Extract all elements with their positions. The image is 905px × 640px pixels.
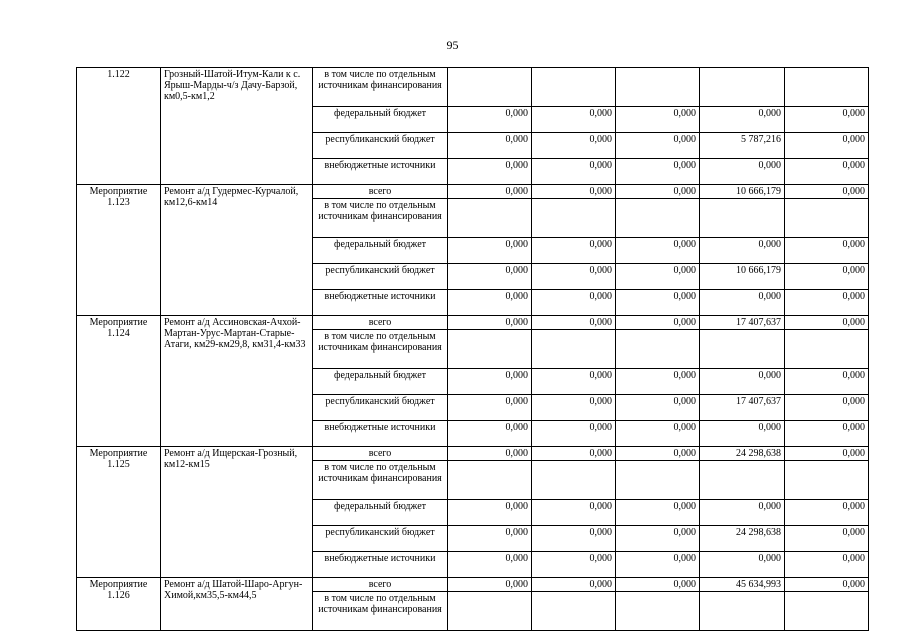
funding-source: всего: [313, 578, 448, 592]
amount-cell: [532, 330, 616, 369]
table-row: [77, 316, 869, 330]
amount-cell: 0,000: [616, 552, 700, 578]
amount-cell: [448, 592, 532, 631]
amount-cell: 0,000: [616, 578, 700, 592]
amount-cell: 17 407,637: [700, 316, 785, 330]
amount-cell: [532, 199, 616, 238]
amount-cell: 24 298,638: [700, 526, 785, 552]
amount-cell: 0,000: [785, 238, 869, 264]
funding-source: всего: [313, 447, 448, 461]
funding-source: всего: [313, 185, 448, 199]
amount-cell: 0,000: [785, 421, 869, 447]
amount-cell: 0,000: [448, 421, 532, 447]
amount-cell: 0,000: [448, 159, 532, 185]
funding-source: внебюджетные источники: [313, 290, 448, 316]
measure-name: Грозный-Шатой-Итум-Кали к с. Ярыш-Марды-ч/з Дачу-Барзой, км0,5-км1,2: [161, 68, 313, 185]
funding-source: в том числе по отдельным источникам финансирования: [313, 330, 448, 369]
amount-cell: 0,000: [616, 185, 700, 199]
table-row: [77, 185, 869, 199]
amount-cell: 0,000: [616, 447, 700, 461]
funding-source: федеральный бюджет: [313, 238, 448, 264]
amount-cell: [616, 330, 700, 369]
amount-cell: 0,000: [616, 421, 700, 447]
amount-cell: 0,000: [448, 578, 532, 592]
amount-cell: 0,000: [700, 290, 785, 316]
amount-cell: 0,000: [448, 526, 532, 552]
amount-cell: [532, 461, 616, 500]
funding-source: внебюджетные источники: [313, 552, 448, 578]
amount-cell: 0,000: [616, 238, 700, 264]
amount-cell: 0,000: [532, 159, 616, 185]
amount-cell: [700, 199, 785, 238]
amount-cell: 0,000: [532, 526, 616, 552]
amount-cell: 0,000: [785, 316, 869, 330]
amount-cell: [785, 199, 869, 238]
funding-source: внебюджетные источники: [313, 421, 448, 447]
amount-cell: 0,000: [532, 578, 616, 592]
amount-cell: 0,000: [616, 159, 700, 185]
funding-source: в том числе по отдельным источникам финансирования: [313, 199, 448, 238]
amount-cell: 0,000: [448, 238, 532, 264]
funding-source: в том числе по отдельным источникам финансирования: [313, 592, 448, 631]
amount-cell: 0,000: [616, 395, 700, 421]
amount-cell: [616, 68, 700, 107]
amount-cell: 0,000: [448, 552, 532, 578]
amount-cell: 0,000: [616, 369, 700, 395]
amount-cell: 0,000: [785, 552, 869, 578]
amount-cell: 0,000: [448, 316, 532, 330]
funding-source: федеральный бюджет: [313, 500, 448, 526]
amount-cell: 10 666,179: [700, 264, 785, 290]
amount-cell: 0,000: [616, 290, 700, 316]
amount-cell: [785, 461, 869, 500]
amount-cell: [785, 330, 869, 369]
amount-cell: [700, 592, 785, 631]
amount-cell: 0,000: [616, 264, 700, 290]
amount-cell: 0,000: [532, 133, 616, 159]
funding-source: республиканский бюджет: [313, 526, 448, 552]
amount-cell: 0,000: [448, 500, 532, 526]
amount-cell: 0,000: [700, 159, 785, 185]
amount-cell: 0,000: [785, 159, 869, 185]
funding-source: всего: [313, 316, 448, 330]
amount-cell: 0,000: [785, 500, 869, 526]
amount-cell: 0,000: [532, 107, 616, 133]
amount-cell: 0,000: [448, 133, 532, 159]
amount-cell: 0,000: [448, 107, 532, 133]
amount-cell: 0,000: [532, 264, 616, 290]
amount-cell: [448, 68, 532, 107]
amount-cell: [448, 330, 532, 369]
amount-cell: 0,000: [532, 238, 616, 264]
amount-cell: 17 407,637: [700, 395, 785, 421]
table-row: [77, 447, 869, 461]
funding-source: федеральный бюджет: [313, 369, 448, 395]
funding-source: республиканский бюджет: [313, 264, 448, 290]
measure-code: 1.122: [77, 68, 161, 185]
amount-cell: 5 787,216: [700, 133, 785, 159]
amount-cell: 0,000: [785, 264, 869, 290]
amount-cell: [532, 592, 616, 631]
amount-cell: 0,000: [785, 133, 869, 159]
amount-cell: 0,000: [532, 447, 616, 461]
amount-cell: 0,000: [616, 133, 700, 159]
amount-cell: 10 666,179: [700, 185, 785, 199]
amount-cell: 0,000: [448, 369, 532, 395]
amount-cell: 0,000: [785, 395, 869, 421]
page-number: 95: [446, 38, 459, 52]
amount-cell: 0,000: [700, 107, 785, 133]
amount-cell: 0,000: [448, 185, 532, 199]
amount-cell: 0,000: [448, 395, 532, 421]
amount-cell: [448, 199, 532, 238]
amount-cell: 0,000: [785, 526, 869, 552]
amount-cell: 0,000: [700, 552, 785, 578]
amount-cell: 0,000: [785, 185, 869, 199]
funding-source: республиканский бюджет: [313, 133, 448, 159]
amount-cell: [785, 68, 869, 107]
amount-cell: 0,000: [616, 316, 700, 330]
amount-cell: [700, 68, 785, 107]
amount-cell: 0,000: [616, 500, 700, 526]
amount-cell: 0,000: [532, 395, 616, 421]
amount-cell: [532, 68, 616, 107]
amount-cell: [616, 199, 700, 238]
funding-source: в том числе по отдельным источникам финансирования: [313, 68, 448, 107]
table-row: [77, 68, 869, 107]
funding-source: федеральный бюджет: [313, 107, 448, 133]
funding-source: внебюджетные источники: [313, 159, 448, 185]
measure-name: Ремонт а/д Ищерская-Грозный, км12-км15: [161, 447, 313, 578]
amount-cell: 0,000: [448, 264, 532, 290]
amount-cell: [700, 330, 785, 369]
funding-source: в том числе по отдельным источникам финансирования: [313, 461, 448, 500]
amount-cell: 0,000: [785, 447, 869, 461]
measure-code: Мероприятие 1.124: [77, 316, 161, 447]
amount-cell: 0,000: [532, 552, 616, 578]
measure-name: Ремонт а/д Ассиновская-Ачхой-Мартан-Урус-Мартан-Старые-Атаги, км29-км29,8, км31,4-км33: [161, 316, 313, 447]
amount-cell: 0,000: [532, 316, 616, 330]
amount-cell: [616, 592, 700, 631]
amount-cell: 0,000: [785, 369, 869, 395]
amount-cell: 45 634,993: [700, 578, 785, 592]
amount-cell: 0,000: [532, 500, 616, 526]
amount-cell: [448, 461, 532, 500]
measure-code: Мероприятие 1.126: [77, 578, 161, 631]
budget-table: [76, 67, 869, 631]
amount-cell: 24 298,638: [700, 447, 785, 461]
measure-name: Ремонт а/д Гудермес-Курчалой, км12,6-км14: [161, 185, 313, 316]
amount-cell: [616, 461, 700, 500]
measure-name: Ремонт а/д Шатой-Шаро-Аргун-Химой,км35,5-км44,5: [161, 578, 313, 631]
amount-cell: [785, 592, 869, 631]
amount-cell: 0,000: [700, 421, 785, 447]
amount-cell: [700, 461, 785, 500]
amount-cell: 0,000: [700, 369, 785, 395]
amount-cell: 0,000: [532, 369, 616, 395]
amount-cell: 0,000: [532, 290, 616, 316]
amount-cell: 0,000: [785, 107, 869, 133]
amount-cell: 0,000: [700, 500, 785, 526]
measure-code: Мероприятие 1.125: [77, 447, 161, 578]
funding-source: республиканский бюджет: [313, 395, 448, 421]
amount-cell: 0,000: [785, 290, 869, 316]
amount-cell: 0,000: [700, 238, 785, 264]
table-row: [77, 578, 869, 592]
measure-code: Мероприятие 1.123: [77, 185, 161, 316]
amount-cell: 0,000: [785, 578, 869, 592]
amount-cell: 0,000: [616, 526, 700, 552]
amount-cell: 0,000: [448, 290, 532, 316]
amount-cell: 0,000: [532, 421, 616, 447]
amount-cell: 0,000: [616, 107, 700, 133]
amount-cell: 0,000: [448, 447, 532, 461]
amount-cell: 0,000: [532, 185, 616, 199]
